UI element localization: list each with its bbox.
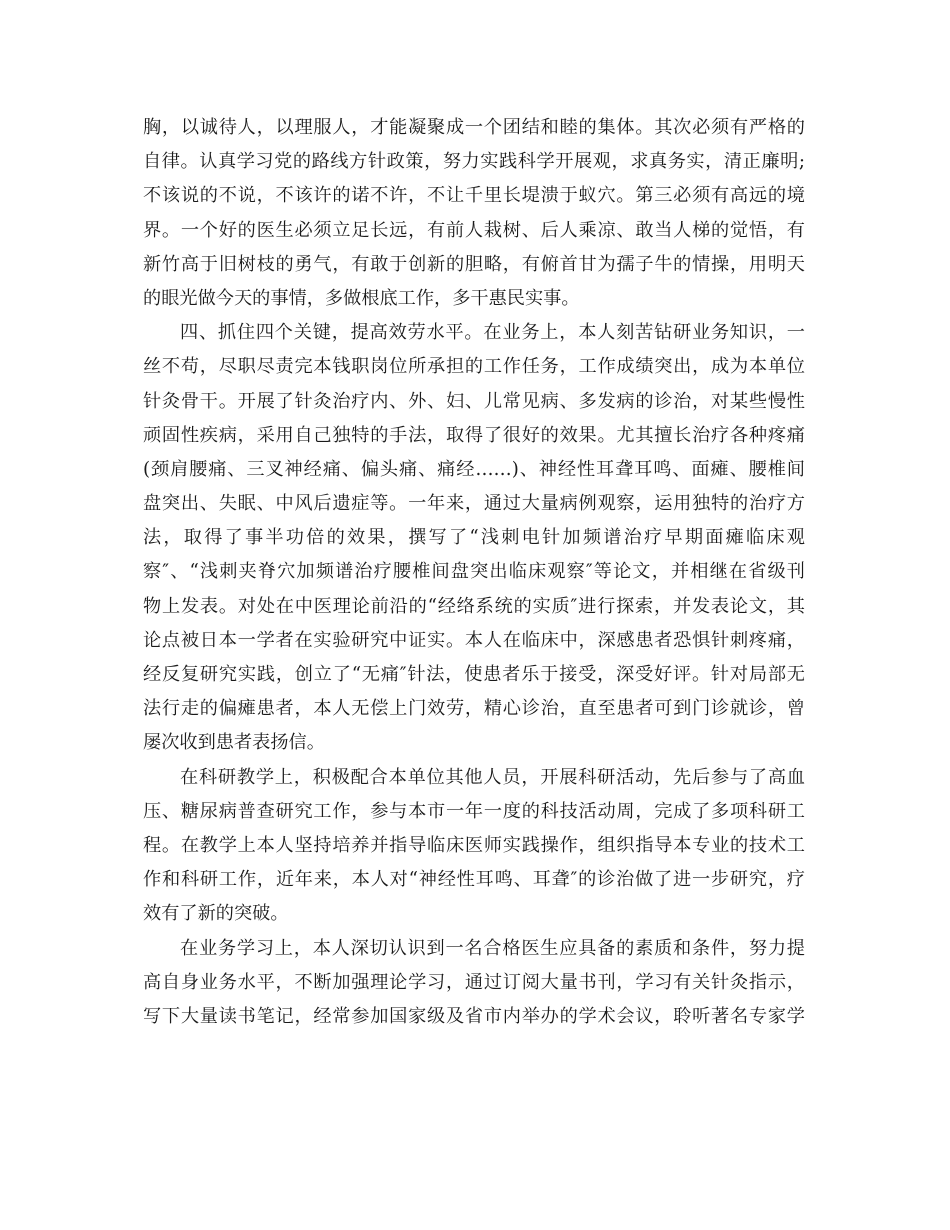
text-line: 的眼光做今天的事情，多做根底工作，多干惠民实事。	[143, 287, 580, 309]
text-line: 察″、“浅刺夹脊穴加频谱治疗腰椎间盘突出临床观察″等论文，并相继在省级刊	[143, 561, 805, 583]
text-line: 屡次收到患者表扬信。	[143, 732, 325, 754]
paragraph-1	[143, 111, 805, 316]
text-line: 经反复研究实践，创立了“无痛″针法，使患者乐于接受，深受好评。针对局部无	[143, 664, 805, 685]
paragraph-3	[143, 761, 805, 932]
text-line: 胸，以诚待人，以理服人，才能凝聚成一个团结和睦的集体。其次必须有严格的	[143, 117, 805, 138]
text-line: 盘突出、失眠、中风后遗症等。一年来，通过大量病例观察，运用独特的治疗方	[143, 493, 805, 515]
text-line: 在科研教学上，积极配合本单位其他人员，开展科研活动，先后参与了高血	[180, 766, 805, 788]
text-line: (颈肩腰痛、三叉神经痛、偏头痛、痛经……)、神经性耳聋耳鸣、面瘫、腰椎间	[143, 458, 805, 480]
text-line: 顽固性疾病，采用自己独特的手法，取得了很好的效果。尤其擅长治疗各种疼痛	[143, 424, 805, 446]
text-line: 四、抓住四个关键，提高效劳水平。在业务上，本人刻苦钻研业务知识，一	[180, 322, 805, 344]
text-line: 自律。认真学习党的路线方针政策，努力实践科学开展观，求真务实，清正廉明;	[143, 151, 805, 173]
text-line: 界。一个好的医生必须立足长远，有前人栽树、后人乘凉、敢当人梯的觉悟，有	[143, 219, 805, 241]
text-line: 压、糖尿病普查研究工作，参与本市一年一度的科技活动周，完成了多项科研工	[143, 800, 805, 822]
document-page	[143, 111, 805, 1034]
text-line: 写下大量读书笔记，经常参加国家级及省市内举办的学术会议，聆听著名专家学	[143, 1005, 805, 1027]
text-line: 效有了新的突破。	[143, 903, 289, 925]
text-line: 丝不苟，尽职尽责完本钱职岗位所承担的工作任务，工作成绩突出，成为本单位	[143, 356, 805, 378]
text-line: 新竹高于旧树枝的勇气，有敢于创新的胆略，有俯首甘为孺子牛的情操，用明天	[143, 253, 805, 275]
paragraph-4	[143, 932, 805, 1035]
text-line: 在业务学习上，本人深切认识到一名合格医生应具备的素质和条件，努力提	[180, 937, 805, 959]
text-line: 高自身业务水平，不断加强理论学习，通过订阅大量书刊，学习有关针灸指示，	[143, 971, 805, 993]
text-line: 物上发表。对处在中医理论前沿的“经络系统的实质″进行探索，并发表论文，其	[143, 595, 805, 617]
text-line: 针灸骨干。开展了针灸治疗内、外、妇、儿常见病、多发病的诊治，对某些慢性	[143, 390, 805, 412]
text-line: 作和科研工作，近年来，本人对“神经性耳鸣、耳聋″的诊治做了进一步研究，疗	[143, 869, 805, 891]
paragraph-2	[143, 316, 805, 760]
text-line: 不该说的不说，不该许的诺不许，不让千里长堤溃于蚁穴。第三必须有高远的境	[143, 185, 805, 207]
text-line: 法行走的偏瘫患者，本人无偿上门效劳，精心诊治，直至患者可到门诊就诊，曾	[143, 698, 805, 720]
text-line: 程。在教学上本人坚持培养并指导临床医师实践操作，组织指导本专业的技术工	[143, 834, 805, 856]
text-line: 论点被日本一学者在实验研究中证实。本人在临床中，深感患者恐惧针刺疼痛，	[143, 629, 805, 651]
text-line: 法，取得了事半功倍的效果，撰写了“浅刺电针加频谱治疗早期面瘫临床观	[143, 527, 805, 549]
